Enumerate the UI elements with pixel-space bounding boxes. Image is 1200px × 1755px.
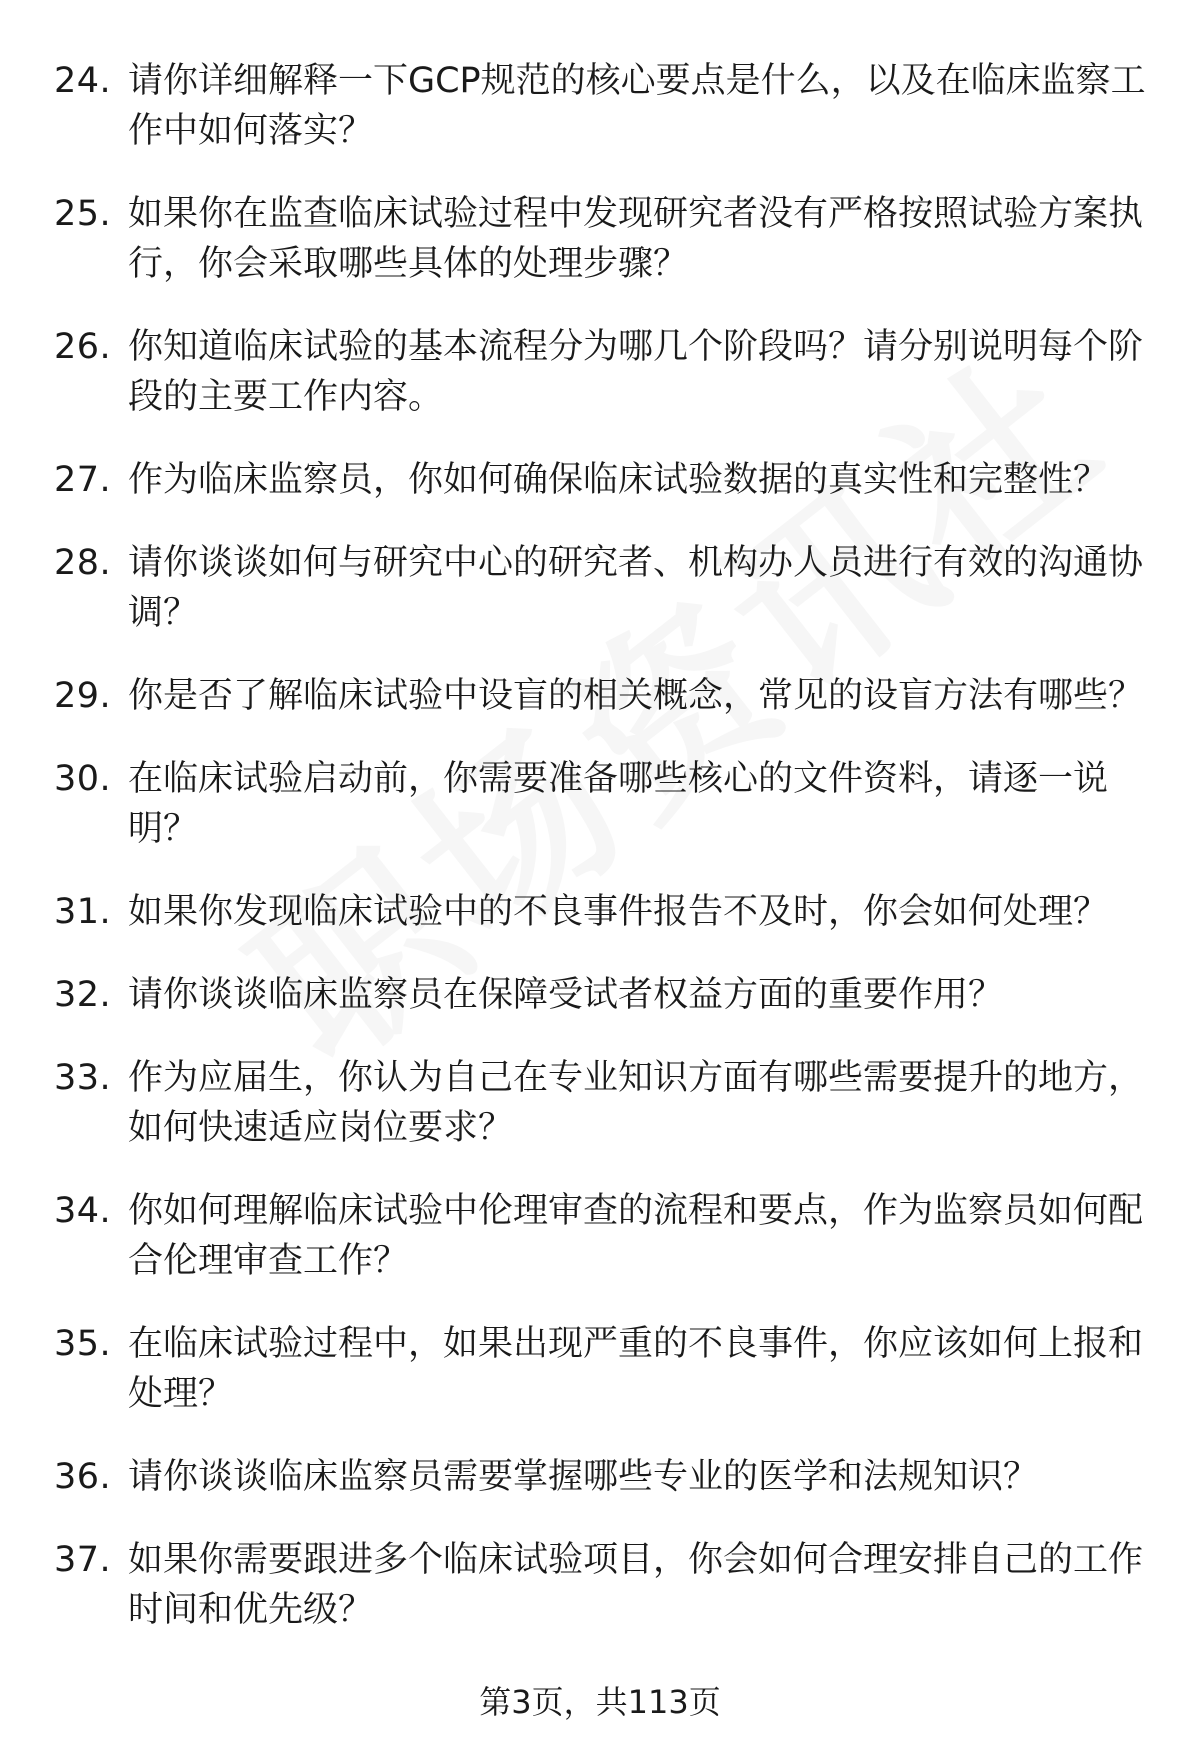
question-number: 25. xyxy=(54,194,112,234)
question-item xyxy=(54,671,1154,721)
question-text: 如果你需要跟进多个临床试验项目，你会如何合理安排自己的工作时间和优先级？ xyxy=(128,1540,1144,1630)
question-item xyxy=(54,538,1154,638)
question-text: 在临床试验启动前，你需要准备哪些核心的文件资料，请逐一说明？ xyxy=(128,759,1109,849)
question-number: 33. xyxy=(54,1058,112,1098)
question-number: 36. xyxy=(54,1457,112,1497)
question-item xyxy=(54,1319,1154,1419)
question-number: 28. xyxy=(54,543,112,583)
question-item xyxy=(54,1053,1154,1153)
question-number: 34. xyxy=(54,1191,112,1231)
question-text: 作为临床监察员，你如何确保临床试验数据的真实性和完整性？ xyxy=(128,460,1109,500)
question-text: 请你谈谈如何与研究中心的研究者、机构办人员进行有效的沟通协调？ xyxy=(128,543,1144,633)
question-text: 作为应届生，你认为自己在专业知识方面有哪些需要提升的地方，如何快速适应岗位要求？ xyxy=(128,1058,1144,1148)
question-list xyxy=(54,56,1154,1668)
question-item xyxy=(54,56,1154,156)
question-item xyxy=(54,322,1154,422)
question-item xyxy=(54,1535,1154,1635)
question-text: 你是否了解临床试验中设盲的相关概念，常见的设盲方法有哪些？ xyxy=(128,676,1144,716)
question-number: 31. xyxy=(54,892,112,932)
question-number: 24. xyxy=(54,61,112,101)
question-text: 在临床试验过程中，如果出现严重的不良事件，你应该如何上报和处理？ xyxy=(128,1324,1144,1414)
question-number: 27. xyxy=(54,460,112,500)
question-number: 29. xyxy=(54,676,112,716)
page-number-footer: 第3页，共113页 xyxy=(479,1683,721,1721)
question-item xyxy=(54,887,1154,937)
question-text: 请你谈谈临床监察员在保障受试者权益方面的重要作用？ xyxy=(128,975,1004,1015)
question-number: 35. xyxy=(54,1324,112,1364)
question-text: 如果你发现临床试验中的不良事件报告不及时，你会如何处理？ xyxy=(128,892,1109,932)
question-item xyxy=(54,970,1154,1020)
question-item xyxy=(54,754,1154,854)
question-item xyxy=(54,1186,1154,1286)
question-number: 32. xyxy=(54,975,112,1015)
question-item xyxy=(54,1452,1154,1502)
question-text: 如果你在监查临床试验过程中发现研究者没有严格按照试验方案执行，你会采取哪些具体的处理步骤？ xyxy=(128,194,1144,284)
question-text: 你知道临床试验的基本流程分为哪几个阶段吗？请分别说明每个阶段的主要工作内容。 xyxy=(128,327,1144,417)
question-text: 请你详细解释一下GCP规范的核心要点是什么，以及在临床监察工作中如何落实？ xyxy=(128,61,1146,151)
question-number: 30. xyxy=(54,759,112,799)
question-number: 26. xyxy=(54,327,112,367)
question-text: 请你谈谈临床监察员需要掌握哪些专业的医学和法规知识？ xyxy=(128,1457,1039,1497)
question-item xyxy=(54,455,1154,505)
question-number: 37. xyxy=(54,1540,112,1580)
question-text: 你如何理解临床试验中伦理审查的流程和要点，作为监察员如何配合伦理审查工作？ xyxy=(128,1191,1144,1281)
question-item xyxy=(54,189,1154,289)
